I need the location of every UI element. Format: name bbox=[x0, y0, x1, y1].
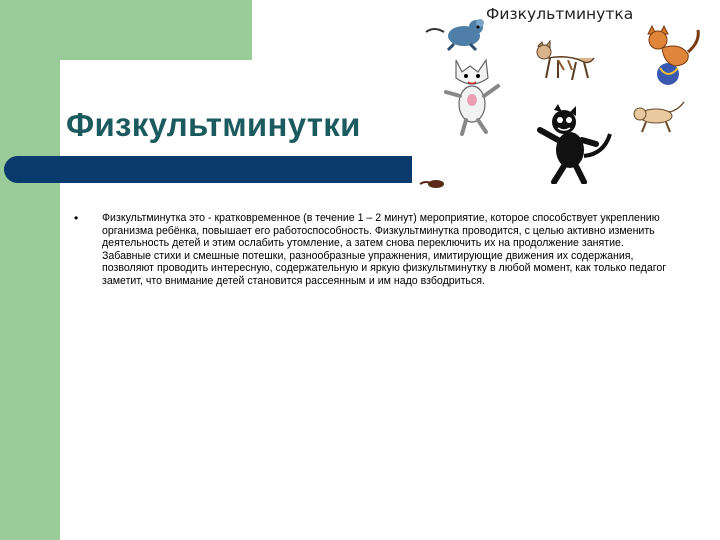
bullet-dot: • bbox=[74, 211, 79, 225]
running-mouse-icon bbox=[424, 18, 488, 52]
bullet-paragraph: Физкультминутка это - кратковременное (в течение 1 – 2 минут) мероприятие, которое способствует укреплению организма ребёнка, повышает его работоспособность. Физкультминутка проводится, с целью активно изменить деятельность детей и этим ослабить утомление, а затем снова переключить их на продолжение занятие. Забавные стихи и смешные потешки, разнообразные упражнения, имитирующие движения их содержания, позволяют проводить интересную, содержательную и яркую физкультминутку в любой момент, как только педагог заметит, что внимание детей становится рассеянным и им надо взбодриться. bbox=[102, 212, 667, 287]
left-green-band bbox=[0, 0, 60, 540]
crawling-mouse-icon bbox=[418, 178, 446, 190]
stretching-cat-icon bbox=[528, 40, 598, 84]
orange-cat-on-ball-icon bbox=[636, 24, 708, 86]
top-green-band bbox=[0, 0, 252, 60]
dancing-white-cat-icon bbox=[442, 56, 502, 138]
black-cat-icon bbox=[536, 104, 614, 184]
illustration-caption: Физкультминутка bbox=[486, 5, 634, 23]
small-stretching-cat-icon bbox=[632, 100, 688, 134]
slide-title: Физкультминутки bbox=[66, 106, 361, 143]
title-underline-bar bbox=[4, 156, 412, 183]
